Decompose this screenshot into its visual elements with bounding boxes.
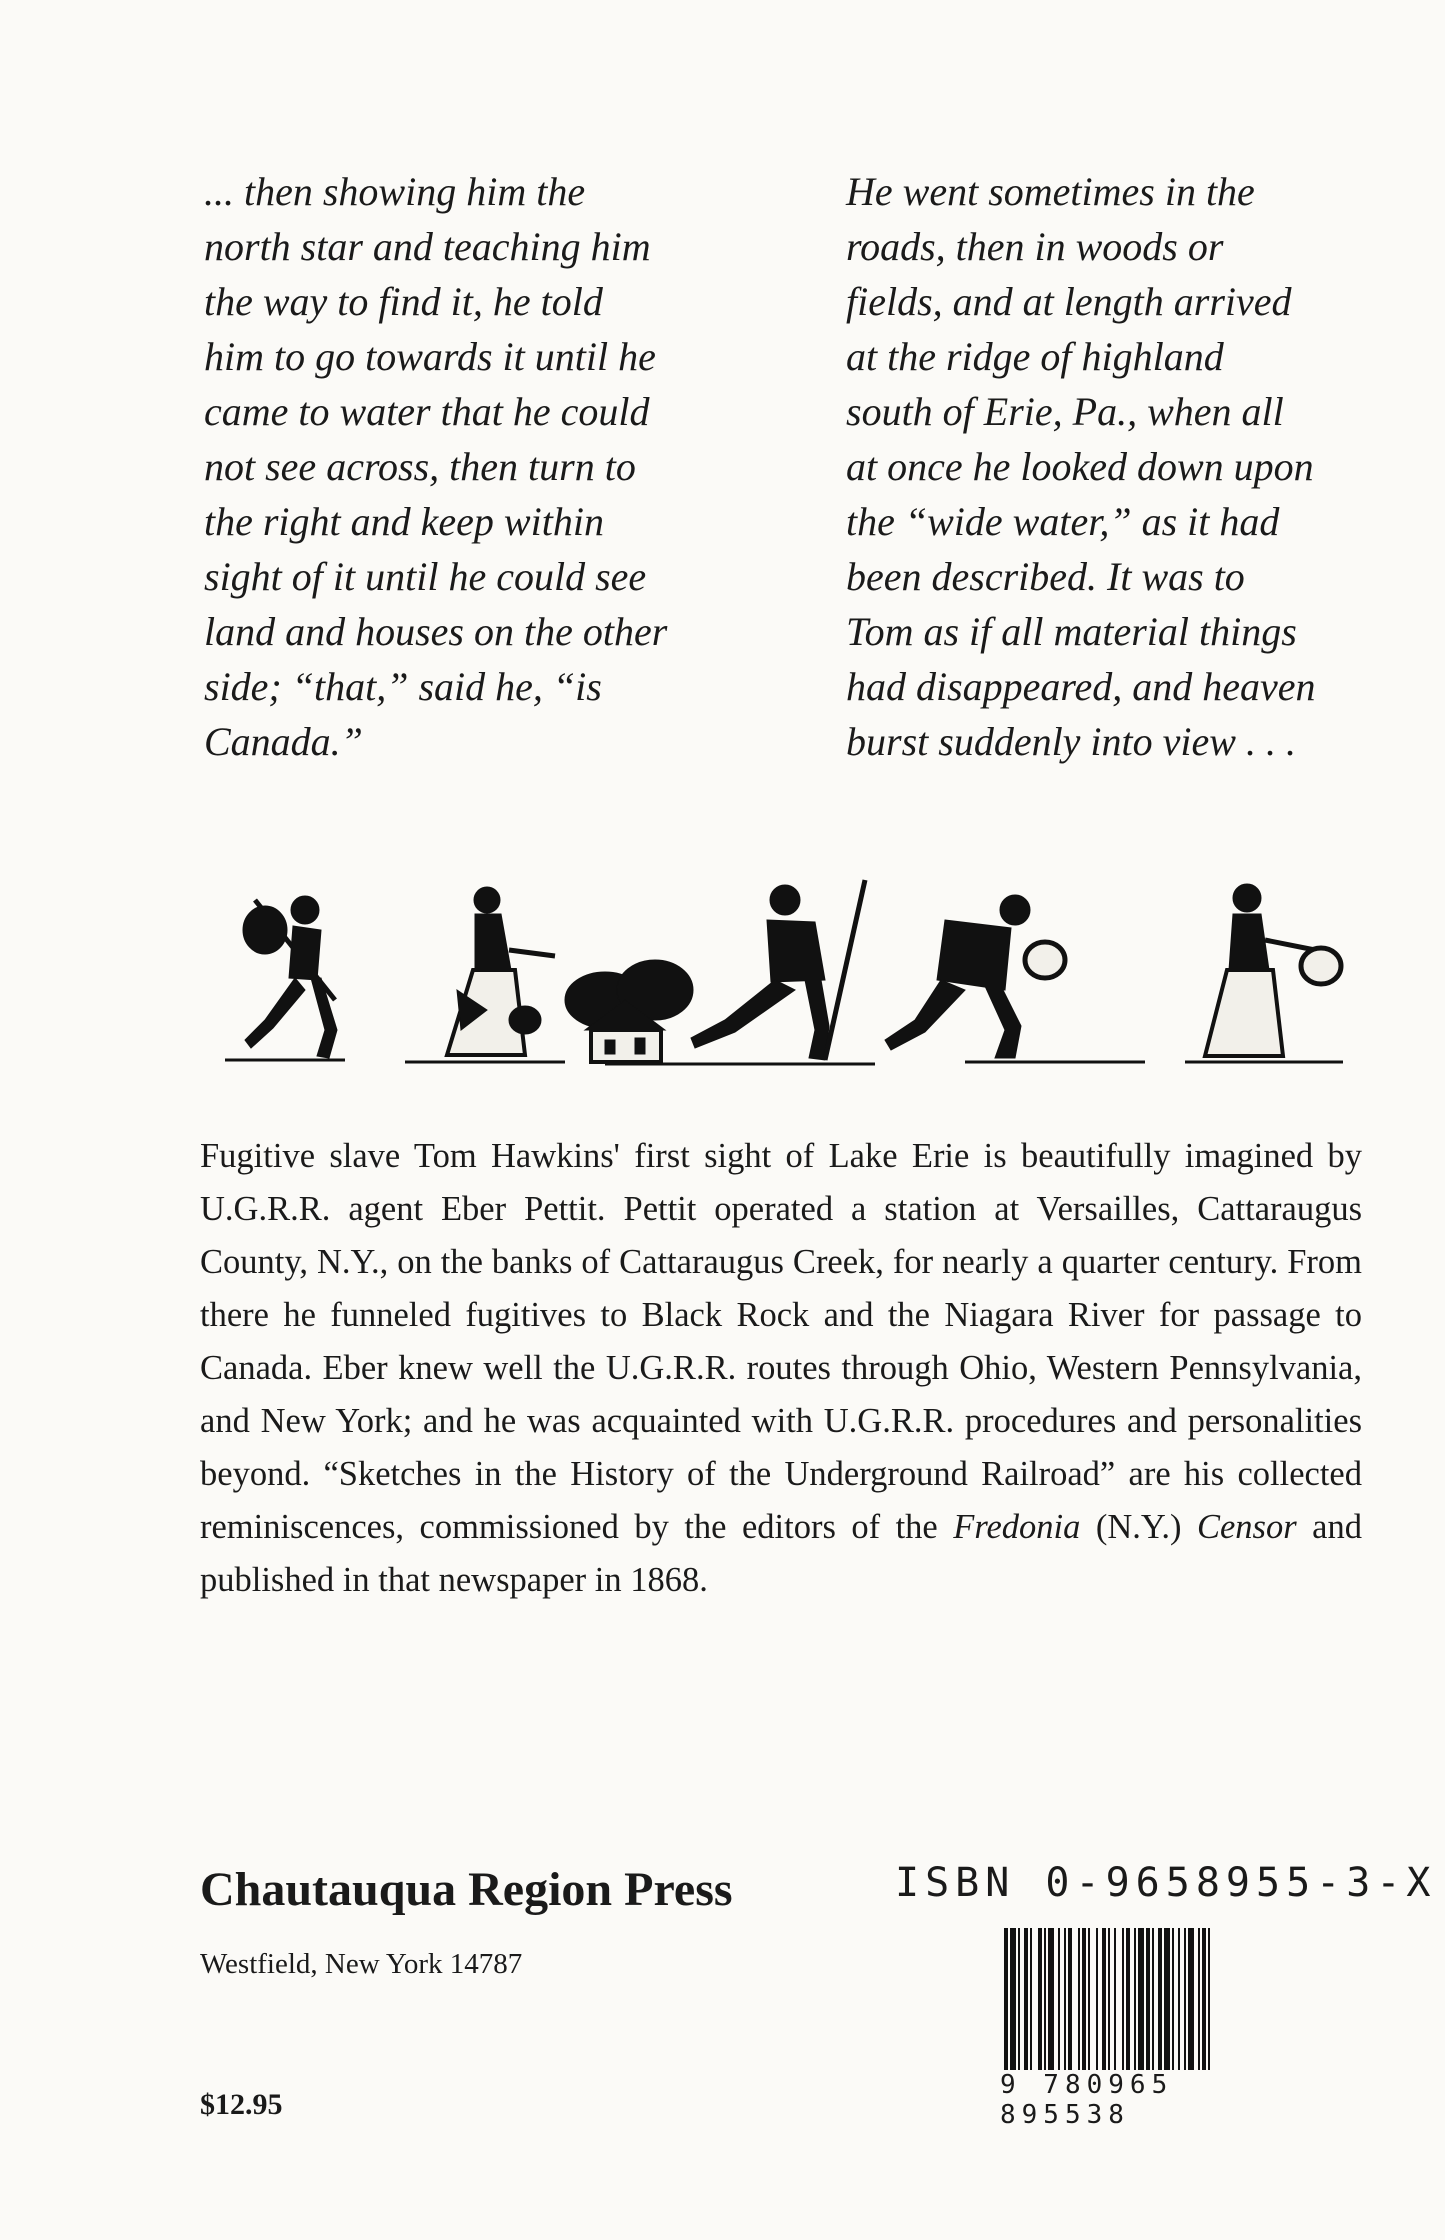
quote-line: the way to find it, he told — [204, 279, 603, 324]
barcode-bar — [1122, 1928, 1124, 2070]
barcode-bar — [1172, 1928, 1174, 2070]
barcode-bar — [1152, 1928, 1154, 2070]
quote-line: been described. It was to — [846, 554, 1245, 599]
quote-line: south of Erie, Pa., when all — [846, 389, 1284, 434]
barcode-bar — [1114, 1928, 1116, 2088]
quote-line: Tom as if all material things — [846, 609, 1297, 654]
barcode-bar — [1018, 1928, 1020, 2070]
barcode-bar — [1082, 1928, 1086, 2070]
isbn-label: ISBN 0-9658955-3-X — [895, 1860, 1437, 1906]
barcode-bar — [1146, 1928, 1150, 2070]
quote-line: the “wide water,” as it had — [846, 499, 1280, 544]
quote-line: not see across, then turn to — [204, 444, 636, 489]
barcode-bar — [1044, 1928, 1046, 2070]
quote-line: had disappeared, and heaven — [846, 664, 1316, 709]
barcode-bar — [1030, 1928, 1032, 2070]
barcode-bar — [1004, 1928, 1008, 2088]
publisher-address: Westfield, New York 14787 — [200, 1948, 523, 1980]
publisher-name: Chautauqua Region Press — [200, 1863, 733, 1916]
house-and-trees — [565, 960, 693, 1062]
figure-crouching-man — [885, 895, 1065, 1058]
barcode-bar — [1038, 1928, 1042, 2070]
barcode-bar — [1164, 1928, 1170, 2070]
barcode-bar — [1108, 1928, 1110, 2088]
barcode-bar — [1158, 1928, 1162, 2070]
quote-line: burst suddenly into view . . . — [846, 719, 1296, 764]
quote-line: land and houses on the other — [204, 609, 668, 654]
price: $12.95 — [200, 2088, 283, 2121]
barcode-bar — [1048, 1928, 1054, 2070]
quote-line: him to go towards it until he — [204, 334, 656, 379]
quote-right — [846, 164, 1386, 769]
barcode-bar — [1088, 1928, 1090, 2070]
barcode-bar — [1024, 1928, 1028, 2070]
quote-left — [204, 164, 764, 769]
quote-line: roads, then in woods or — [846, 224, 1224, 269]
barcode-bars — [990, 1920, 1290, 2090]
barcode-bar — [1198, 1928, 1200, 2070]
figure-man-with-staff — [691, 880, 865, 1060]
barcode-bar — [1184, 1928, 1186, 2070]
barcode-bar — [1138, 1928, 1144, 2070]
quote-line: sight of it until he could see — [204, 554, 647, 599]
figure-woman-turban — [447, 887, 555, 1055]
barcode-bar — [1058, 1928, 1060, 2070]
barcode-bar — [1134, 1928, 1136, 2070]
blurb-text-2: (N.Y.) — [1080, 1508, 1197, 1546]
fugitive-slaves-woodcut-illustration — [225, 870, 1345, 1090]
quote-line: ... then showing him the — [204, 169, 586, 214]
barcode-bar — [1188, 1928, 1194, 2070]
blurb-fredonia: Fredonia — [953, 1508, 1081, 1546]
barcode — [990, 1920, 1290, 2130]
barcode-bar — [1096, 1928, 1098, 2070]
quote-line: fields, and at length arrived — [846, 279, 1292, 324]
quote-line: at the ridge of highland — [846, 334, 1224, 379]
figure-woman-with-bundle — [1205, 884, 1341, 1056]
barcode-digits: 9 780965 895538 — [998, 2070, 1290, 2130]
barcode-bar — [1102, 1928, 1106, 2070]
barcode-bar — [1202, 1928, 1206, 2088]
quote-line: north star and teaching him — [204, 224, 651, 269]
blurb-text-1: Fugitive slave Tom Hawkins' first sight of Lake Erie is beautifully imagined by U.G.R.R. agent Eber Pettit. Pettit operated a station at Versailles, Cattaraugus County, N.Y., on the banks of Cattaraugus Creek, for nearly a quarter century. From there he funneled fugitives to Black Rock and the Niagara River for passage to Canada. Eber knew well the U.G.R.R. routes through Ohio, Western Pennsylvania, and New York; and he was acquainted with U.G.R.R. procedures and personalities beyond. “Sketches in the History of the Underground Railroad” are his collected reminiscences, commissioned by the editors of the — [200, 1137, 1362, 1546]
figure-running-man — [243, 896, 337, 1058]
barcode-bar — [1208, 1928, 1210, 2088]
blurb-text-3: and published in that newspaper in 1868. — [200, 1508, 1362, 1599]
quote-line: He went sometimes in the — [846, 169, 1255, 214]
quote-line: the right and keep within — [204, 499, 604, 544]
barcode-bar — [1178, 1928, 1180, 2070]
quote-line: Canada.” — [204, 719, 363, 764]
barcode-bar — [1078, 1928, 1080, 2070]
barcode-bar — [1068, 1928, 1072, 2070]
quote-line: came to water that he could — [204, 389, 650, 434]
quote-line: at once he looked down upon — [846, 444, 1314, 489]
barcode-bar — [1064, 1928, 1066, 2070]
blurb-censor: Censor — [1196, 1508, 1297, 1546]
blurb — [200, 1130, 1362, 1607]
barcode-bar — [1126, 1928, 1130, 2070]
barcode-bar — [1010, 1928, 1016, 2088]
quote-line: side; “that,” said he, “is — [204, 664, 602, 709]
